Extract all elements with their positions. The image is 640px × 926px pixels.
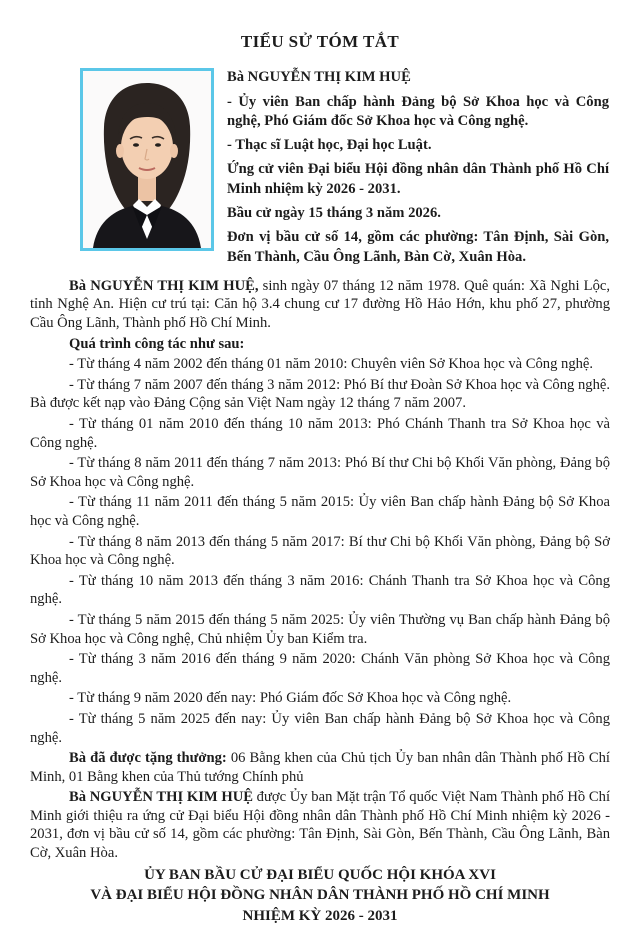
career-item: - Từ tháng 01 năm 2010 đến tháng 10 năm 2013: Phó Chánh Thanh tra Sở Khoa học và Công nghệ. (30, 416, 610, 451)
profile-role-line: - Ủy viên Ban chấp hành Đảng bộ Sở Khoa học và Công nghệ, Phó Giám đốc Sở Khoa học và Công nghệ. (227, 93, 609, 130)
career-item: - Từ tháng 10 năm 2013 đến tháng 3 năm 2016: Chánh Thanh tra Sở Khoa học và Công nghệ. (30, 572, 610, 608)
profile-district-line: Đơn vị bầu cử số 14, gồm các phường: Tân Định, Sài Gòn, Bến Thành, Cầu Ông Lãnh, Bàn Cờ, Xuân Hòa. (227, 229, 609, 265)
biography-body (30, 277, 610, 863)
nomination-name: Bà NGUYỄN THỊ KIM HUỆ (69, 789, 253, 806)
career-item: - Từ tháng 3 năm 2016 đến tháng 9 năm 2020: Chánh Văn phòng Sở Khoa học và Công nghệ. (30, 651, 610, 686)
bio-intro-paragraph (30, 277, 610, 333)
profile-election-date-line: Bầu cử ngày 15 tháng 3 năm 2026. (227, 205, 441, 222)
career-item: - Từ tháng 9 năm 2020 đến nay: Phó Giám đốc Sở Khoa học và Công nghệ. (69, 690, 512, 707)
awards-paragraph (30, 749, 610, 786)
portrait-photo (80, 68, 214, 251)
career-item: - Từ tháng 8 năm 2013 đến tháng 5 năm 2017: Bí thư Chi bộ Khối Văn phòng, Đảng bộ Sở Khoa học và Công nghệ. (30, 533, 610, 569)
career-item: - Từ tháng 11 năm 2011 đến tháng 5 năm 2015: Ủy viên Ban chấp hành Đảng bộ Sở Khoa học và Công nghệ. (30, 494, 610, 529)
awards-label: Bà đã được tặng thưởng: (69, 750, 227, 767)
profile-candidacy-line: Ứng cử viên Đại biểu Hội đồng nhân dân Thành phố Hồ Chí Minh nhiệm kỳ 2026 - 2031. (227, 161, 609, 197)
profile-summary (227, 68, 609, 272)
career-item: - Từ tháng 5 năm 2015 đến tháng 5 năm 2025: Ủy viên Thường vụ Ban chấp hành Đảng bộ Sở Khoa học và Công nghệ, Chủ nhiệm Ủy ban Kiểm tra. (30, 611, 610, 647)
footer-line-2: VÀ ĐẠI BIỂU HỘI ĐỒNG NHÂN DÂN THÀNH PHỐ HỒ CHÍ MINH (90, 887, 550, 904)
footer-line-3: NHIỆM KỲ 2026 - 2031 (242, 907, 398, 924)
career-heading: Quá trình công tác như sau: (69, 335, 245, 352)
nomination-paragraph (30, 788, 610, 862)
bio-intro-name: Bà NGUYỄN THỊ KIM HUỆ, (69, 277, 259, 294)
election-committee-footer (30, 865, 610, 926)
bio-intro-rest: sinh ngày 07 tháng 12 năm 1978. Quê quán: Xã Nghi Lộc, tỉnh Nghệ An. Hiện cư trú tại: Căn hộ 3.4 chung cư 17 đường Hồ Hảo Hớn, khu phố 27, phường Cầu Ông Lãnh, Thành phố Hồ Chí Minh. (30, 277, 611, 332)
profile-degree-line: - Thạc sĩ Luật học, Đại học Luật. (227, 137, 432, 154)
career-item: - Từ tháng 4 năm 2002 đến tháng 01 năm 2010: Chuyên viên Sở Khoa học và Công nghệ. (69, 356, 594, 373)
portrait-illustration (83, 71, 211, 248)
footer-line-1: ỦY BAN BẦU CỬ ĐẠI BIỂU QUỐC HỘI KHÓA XVI (144, 866, 496, 883)
nomination-detail: được Ủy ban Mặt trận Tổ quốc Việt Nam Thành phố Hồ Chí Minh giới thiệu ra ứng cử Đại biểu Hội đồng nhân dân Thành phố Hồ Chí Minh nhiệm kỳ 2026 - 2031, đơn vị bầu cử số 14, gồm các phường: Tân Định, Sài Gòn, Bến Thành, Cầu Ông Lãnh, Bàn Cờ, Xuân Hòa. (30, 789, 610, 862)
page-title: TIỂU SỬ TÓM TẮT (240, 32, 400, 51)
profile-header (80, 68, 610, 272)
awards-detail: 06 Bằng khen của Chủ tịch Ủy ban nhân dân Thành phố Hồ Chí Minh, 01 Bằng khen của Thủ tướng Chính phủ (30, 750, 610, 785)
career-item: - Từ tháng 8 năm 2011 đến tháng 7 năm 2013: Phó Bí thư Chi bộ Khối Văn phòng, Đảng bộ Sở Khoa học và Công nghệ. (30, 455, 610, 490)
career-item: - Từ tháng 7 năm 2007 đến tháng 3 năm 2012: Phó Bí thư Đoàn Sở Khoa học và Công nghệ. Bà được kết nạp vào Đảng Cộng sản Việt Nam ngày 12 tháng 7 năm 2007. (30, 376, 610, 412)
career-item: - Từ tháng 5 năm 2025 đến nay: Ủy viên Ban chấp hành Đảng bộ Sở Khoa học và Công nghệ. (30, 710, 610, 746)
profile-name: Bà NGUYỄN THỊ KIM HUỆ (227, 69, 411, 85)
